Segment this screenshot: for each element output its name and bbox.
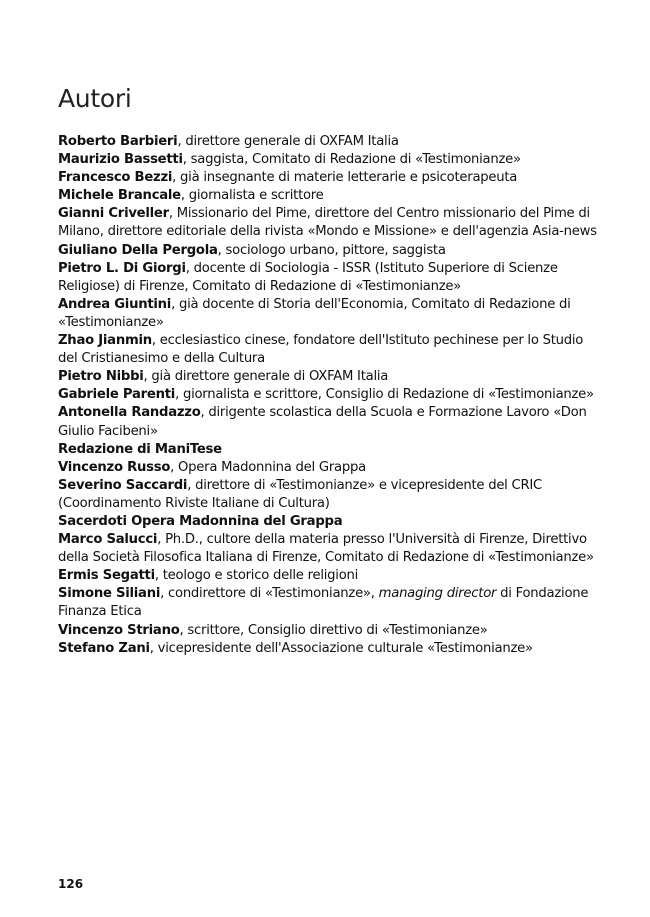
author-entry	[58, 260, 598, 296]
author-name: Pietro Nibbi	[58, 369, 144, 385]
author-description: , Opera Madonnina del Grappa	[170, 459, 366, 475]
author-description: , scrittore, Consiglio direttivo di «Testimonianze»	[179, 622, 488, 638]
author-list	[58, 133, 598, 658]
author-description: , direttore di «Testimonianze» e vicepresidente del CRIC (Coordinamento Riviste Italiane di Cultura)	[58, 477, 543, 511]
author-entry	[58, 477, 598, 513]
author-name: Antonella Randazzo	[58, 405, 201, 421]
author-name: Zhao Jianmin	[58, 333, 152, 349]
author-description: , Missionario del Pime, direttore del Centro missionario del Pime di Milano, direttore editoriale della rivista «Mondo e Missione» e dell'agenzia Asia-news	[58, 206, 597, 240]
author-name: Francesco Bezzi	[58, 170, 173, 186]
author-description: , giornalista e scrittore	[180, 188, 324, 204]
author-entry	[58, 640, 598, 658]
page-number: 126	[58, 877, 84, 891]
author-name: Vincenzo Striano	[58, 622, 180, 638]
author-name: Ermis Segatti	[58, 568, 155, 584]
author-entry	[58, 151, 598, 169]
author-description-italic: managing director	[378, 586, 497, 602]
author-name: Maurizio Bassetti	[58, 152, 183, 168]
author-entry	[58, 585, 598, 621]
author-description: , già docente di Storia dell'Economia, Comitato di Redazione di «Testimonianze»	[58, 296, 571, 330]
author-description: , già direttore generale di OXFAM Italia	[143, 369, 389, 385]
author-description: , saggista, Comitato di Redazione di «Testimonianze»	[182, 152, 521, 168]
author-description: , teologo e storico delle religioni	[154, 568, 359, 584]
author-entry	[58, 441, 598, 459]
author-description: , sociologo urbano, pittore, saggista	[217, 242, 446, 258]
author-name: Marco Salucci	[58, 532, 158, 548]
author-entry	[58, 169, 598, 187]
author-name: Stefano Zani	[58, 640, 150, 656]
author-name: Andrea Giuntini	[58, 296, 172, 312]
author-entry	[58, 622, 598, 640]
author-description: , ecclesiastico cinese, fondatore dell'Istituto pechinese per lo Studio del Cristianesimo e della Cultura	[58, 333, 584, 367]
author-description: , direttore generale di OXFAM Italia	[177, 134, 399, 149]
author-name: Pietro L. Di Giorgi	[58, 260, 186, 276]
author-description: , Ph.D., cultore della materia presso l'Università di Firenze, Direttivo della Società Filosofica Italiana di Firenze, Comitato di Redazione di «Testimonianze»	[58, 532, 594, 566]
author-entry	[58, 332, 598, 368]
author-name: Gianni Criveller	[58, 206, 169, 222]
author-description: , docente di Sociologia - ISSR (Istituto Superiore di Scienze Religiose) di Firenze, Comitato di Redazione di «Testimonianze»	[58, 260, 558, 294]
author-description: , giornalista e scrittore, Consiglio di Redazione di «Testimonianze»	[175, 387, 594, 403]
author-name: Redazione di ManiTese	[58, 441, 222, 457]
author-description: , dirigente scolastica della Scuola e Formazione Lavoro «Don Giulio Facibeni»	[58, 405, 587, 439]
author-entry	[58, 205, 598, 241]
author-entry	[58, 567, 598, 585]
author-entry	[58, 404, 598, 440]
author-description: , condirettore di «Testimonianze»,	[160, 586, 379, 602]
author-entry	[58, 242, 598, 260]
author-name: Severino Saccardi	[58, 477, 188, 493]
author-entry	[58, 459, 598, 477]
author-name: Simone Siliani	[58, 586, 161, 602]
author-entry	[58, 296, 598, 332]
author-entry	[58, 513, 598, 531]
author-entry	[58, 368, 598, 386]
author-name: Sacerdoti Opera Madonnina del Grappa	[58, 513, 343, 529]
author-entry	[58, 133, 598, 151]
author-description: , già insegnante di materie letterarie e psicoterapeuta	[172, 170, 518, 186]
author-entry	[58, 531, 598, 567]
page-title: Autori	[58, 84, 132, 113]
author-name: Gabriele Parenti	[58, 387, 176, 403]
author-description: , vicepresidente dell'Associazione culturale «Testimonianze»	[149, 640, 533, 656]
author-entry	[58, 386, 598, 404]
author-description-continued: di Fondazione Finanza Etica	[58, 586, 589, 620]
author-name: Michele Brancale	[58, 188, 181, 204]
author-name: Roberto Barbieri	[58, 134, 178, 149]
author-name: Vincenzo Russo	[58, 459, 171, 475]
author-name: Giuliano Della Pergola	[58, 242, 218, 258]
author-entry	[58, 187, 598, 205]
